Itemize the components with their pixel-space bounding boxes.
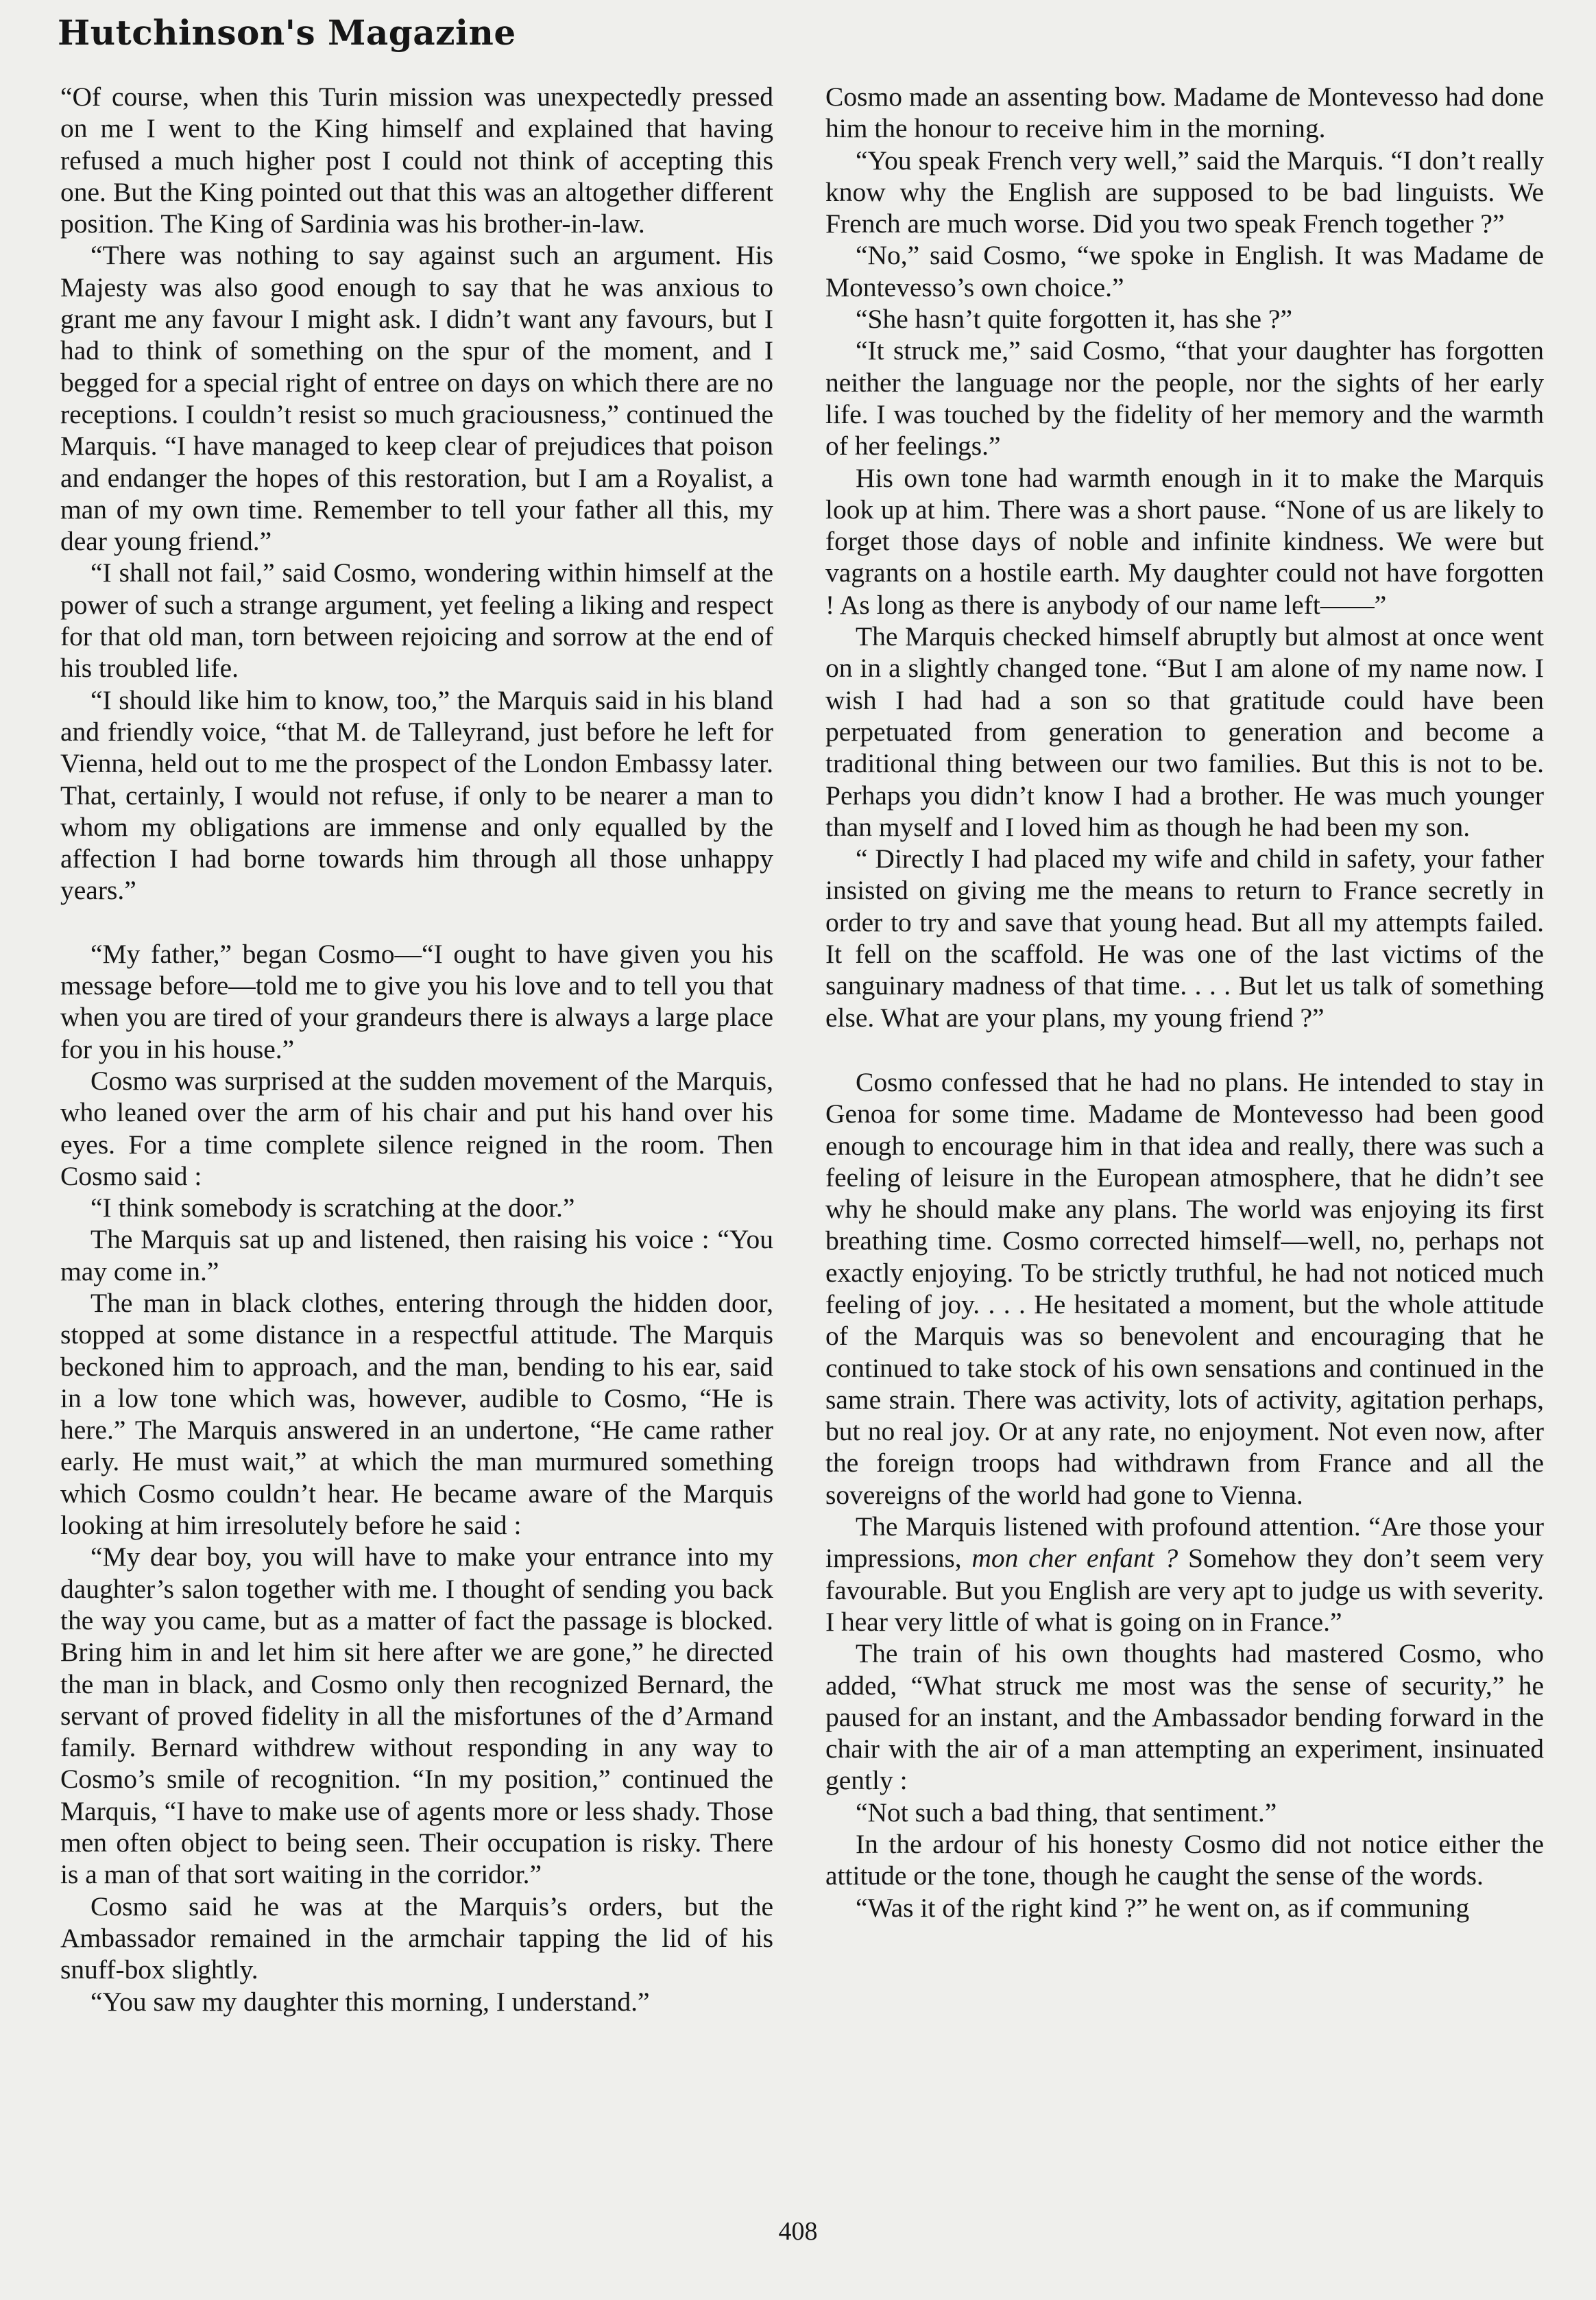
paragraph: The Marquis sat up and listened, then raising his voice : “You may come in.”	[60, 1224, 773, 1286]
paragraph: “No,” said Cosmo, “we spoke in English. It was Madame de Montevesso’s own choice.”	[825, 240, 1544, 302]
paragraph: “My father,” began Cosmo—“I ought to have given you his message before—told me to give you his love and to tell you that when you are tired of your grandeurs there is always a large place for you in his house.”	[60, 938, 773, 1064]
paragraph: “There was nothing to say against such an argument. His Majesty was also good enough to say that he was anxious to grant me any favour I might ask. I didn’t want any favours, but I had to think of something on the spur of the moment, and I begged for a special right of entree on days on which there are no receptions. I couldn’t resist so much graciousness,” continued the Marquis. “I have managed to keep clear of prejudices that poison and endanger the hopes of this restoration, but I am a Royalist, a man of my own time. Remember to tell your father all this, my dear young friend.”	[60, 240, 773, 557]
paragraph: “ Directly I had placed my wife and child in safety, your father insisted on giving me the means to return to France secretly in order to try and save that young head. But all my attempts failed. It fell on the scaffold. He was one of the last victims of the sanguinary madness of that time. . . . But let us talk of something else. What are your plans, my young friend ?”	[825, 843, 1544, 1033]
paragraph: “I should like him to know, too,” the Marquis said in his bland and friendly voice, “that M. de Talleyrand, just before he left for Vienna, held out to me the prospect of the London Embassy later. That, certainly, I would not refuse, if only to be nearer a man to whom my obligations are immense and only equalled by the affection I had borne towards him through all those unhappy years.”	[60, 684, 773, 906]
paragraph: The Marquis checked himself abruptly but almost at once went on in a slightly changed tone. “But I am alone of my name now. I wish I had had a son so that gratitude could have been perpetuated from generation to generation and become a traditional thing between our two families. But this is not to be. Perhaps you didn’t know I had a brother. He was much younger than myself and I loved him as though he had been my son.	[825, 621, 1544, 842]
paragraph: “You saw my daughter this morning, I understand.”	[90, 1986, 650, 2017]
paragraph: Cosmo confessed that he had no plans. He intended to stay in Genoa for some time. Madame de Montevesso had been good enough to encourage him in that idea and really, there was such a feeling of leisure in the European atmosphere, that he didn’t see why he should make any plans. The world was enjoying its first breathing time. Cosmo corrected himself—well, no, perhaps not exactly enjoying. To be strictly truthful, he had not noticed much feeling of joy. . . . He hesitated a moment, but the whole attitude of the Marquis was so benevolent and encouraging that he continued to take stock of his own sensations and continued in the same strain. There was activity, lots of activity, agitation perhaps, but no real joy. Or at any rate, no enjoyment. Not even now, after the foreign troops had withdrawn from France and all the sovereigns of the world had gone to Vienna.	[825, 1066, 1544, 1510]
italic-phrase: mon cher enfant ?	[971, 1543, 1178, 1574]
paragraph: His own tone had warmth enough in it to make the Marquis look up at him. There was a short pause. “None of us are likely to forget those days of noble and infinite kindness. We were but vagrants on a hostile earth. My daughter could not have forgotten ! As long as there is anybody of our name left——”	[825, 462, 1544, 620]
paragraph: The train of his own thoughts had mastered Cosmo, who added, “What struck me most was the sense of security,” he paused for an instant, and the Ambassador bending forward in the chair with the air of a man attempting an experiment, insinuated gently :	[825, 1638, 1544, 1796]
text-run: Somehow they don’t seem very favourable. But you English are very apt to judge us with severity. I hear very little of what is going on in France.”	[825, 1543, 1544, 1637]
paragraph: Cosmo was surprised at the sudden movement of the Marquis, who leaned over the arm of his chair and put his hand over his eyes. For a time complete silence reigned in the room. Then Cosmo said :	[60, 1065, 773, 1191]
paragraph: “Was it of the right kind ?” he went on, as if communing	[856, 1892, 1470, 1923]
paragraph: Cosmo made an assenting bow. Madame de Montevesso had done him the honour to receive him in the morning.	[825, 82, 1544, 144]
paragraph: “I shall not fail,” said Cosmo, wondering within himself at the power of such a strange argument, yet feeling a liking and respect for that old man, torn between rejoicing and sorrow at the end of his troubled life.	[60, 558, 773, 684]
paragraph: “Of course, when this Turin mission was unexpectedly pressed on me I went to the King himself and explained that having refused a much higher post I could not think of accepting this one. But the King pointed out that this was an altogether different position. The King of Sardinia was his brother-in-law.	[60, 82, 773, 239]
paragraph: “Not such a bad thing, that sentiment.”	[856, 1797, 1277, 1828]
paragraph: “She hasn’t quite forgotten it, has she ?”	[856, 304, 1292, 335]
paragraph: In the ardour of his honesty Cosmo did not notice either the attitude or the tone, though he caught the sense of the words.	[825, 1829, 1544, 1891]
page-number: 408	[778, 2217, 818, 2246]
paragraph: The man in black clothes, entering through the hidden door, stopped at some distance in a respectful attitude. The Marquis beckoned him to approach, and the man, bending to his ear, said in a low tone which was, however, audible to Cosmo, “He is here.” The Marquis answered in an undertone, “He came rather early. He must wait,” at which the man murmured something which Cosmo couldn’t hear. He became aware of the Marquis looking at him irresolutely before he said :	[60, 1287, 773, 1541]
paragraph: “It struck me,” said Cosmo, “that your daughter has forgotten neither the language nor the people, nor the sights of her early life. I was touched by the fidelity of her memory and the warmth of her feelings.”	[825, 335, 1544, 462]
paragraph: Cosmo said he was at the Marquis’s orders, but the Ambassador remained in the armchair tapping the lid of his snuff-box slightly.	[60, 1891, 773, 1985]
right-column	[825, 81, 1544, 1924]
running-head: Hutchinson's Magazine	[58, 12, 516, 53]
text-run: The Marquis listened with profound attention. “Are those your impressions,	[825, 1511, 1544, 1574]
paragraph	[825, 1511, 1544, 1638]
paragraph: “My dear boy, you will have to make your entrance into my daughter’s salon together with me. I thought of sending you back the way you came, but as a matter of fact the passage is blocked. Bring him in and let him sit here after we are gone,” he directed the man in black, and Cosmo only then recognized Bernard, the servant of proved fidelity in all the misfortunes of the d’Armand family. Bernard withdrew without responding in any way to Cosmo’s smile of recognition. “In my position,” continued the Marquis, “I have to make use of agents more or less shady. Those men often object to being seen. Their occupation is risky. There is a man of that sort waiting in the corridor.”	[60, 1542, 773, 1890]
left-column	[60, 81, 773, 2017]
paragraph: “I think somebody is scratching at the door.”	[90, 1193, 575, 1223]
paragraph: “You speak French very well,” said the Marquis. “I don’t really know why the English are supposed to be bad linguists. We French are much worse. Did you two speak French together ?”	[825, 145, 1544, 239]
